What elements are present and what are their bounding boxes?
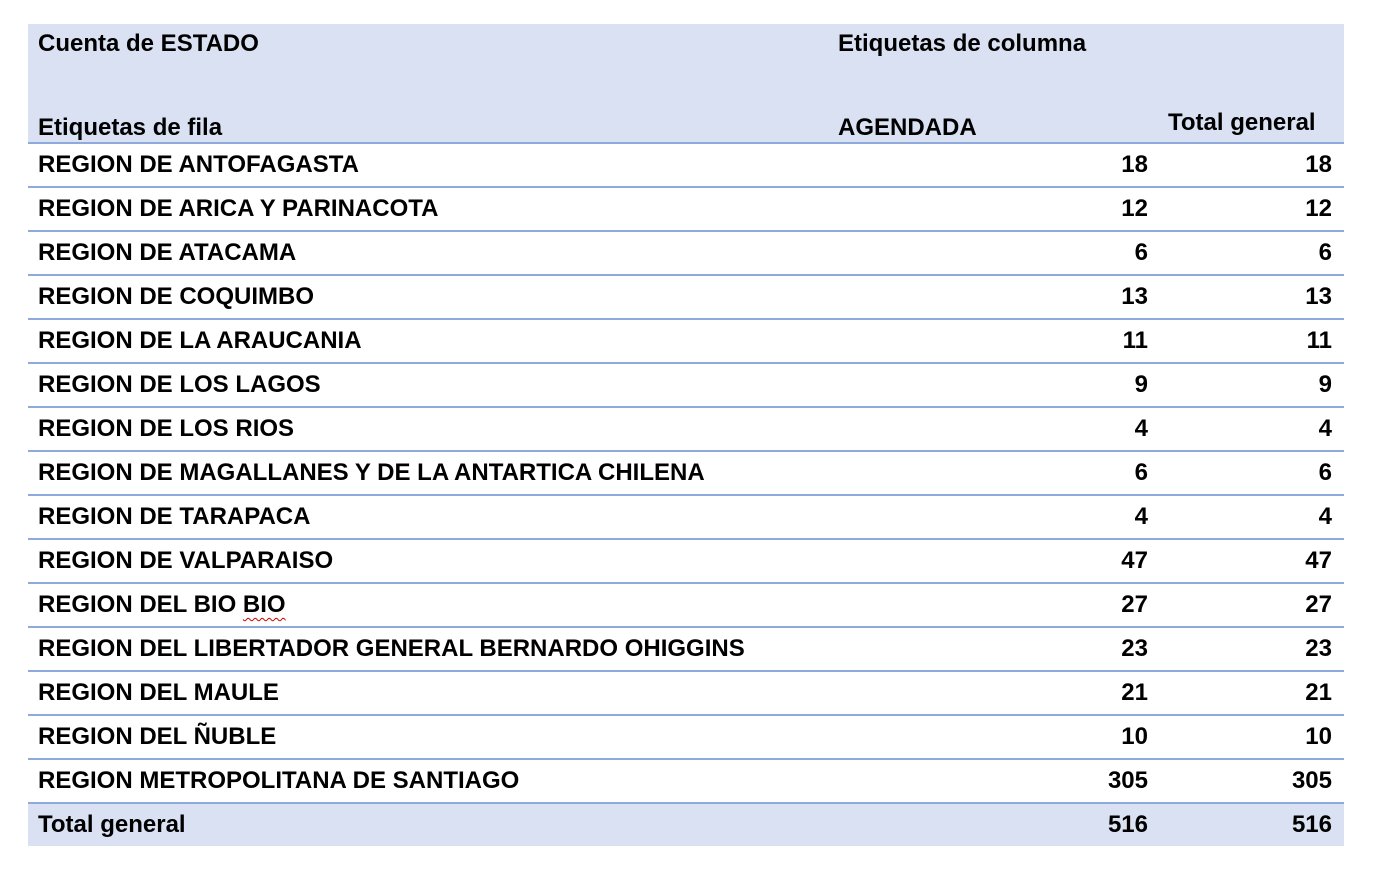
table-row bbox=[28, 627, 1344, 671]
row-label-cell[interactable] bbox=[28, 759, 828, 803]
column-labels-caption[interactable]: Etiquetas de columna bbox=[828, 24, 1344, 64]
row-label-cell[interactable] bbox=[28, 143, 828, 187]
row-label: REGION DE ATACAMA bbox=[38, 239, 297, 266]
spellcheck-flagged-word: BIO bbox=[242, 591, 286, 618]
row-label: REGION DEL ÑUBLE bbox=[38, 723, 277, 750]
agendada-cell[interactable]: 10 bbox=[828, 715, 1158, 759]
agendada-cell[interactable]: 12 bbox=[828, 187, 1158, 231]
agendada-cell[interactable]: 9 bbox=[828, 363, 1158, 407]
total-general-cell[interactable]: 4 bbox=[1158, 407, 1344, 451]
total-general-cell[interactable]: 4 bbox=[1158, 495, 1344, 539]
total-general-cell[interactable]: 18 bbox=[1158, 143, 1344, 187]
agendada-cell[interactable]: 305 bbox=[828, 759, 1158, 803]
row-label: REGION DEL LIBERTADOR GENERAL BERNARDO OHIGGINS bbox=[38, 635, 745, 662]
total-general-cell[interactable]: 23 bbox=[1158, 627, 1344, 671]
row-label: REGION DE COQUIMBO bbox=[38, 283, 315, 310]
table-row bbox=[28, 539, 1344, 583]
agendada-cell[interactable]: 11 bbox=[828, 319, 1158, 363]
row-label-cell[interactable] bbox=[28, 715, 828, 759]
column-header-agendada[interactable]: AGENDADA bbox=[828, 64, 1158, 143]
table-row bbox=[28, 187, 1344, 231]
table-row bbox=[28, 275, 1344, 319]
row-label-cell[interactable] bbox=[28, 539, 828, 583]
row-label: REGION DE TARAPACA bbox=[38, 503, 311, 530]
agendada-cell[interactable]: 6 bbox=[828, 451, 1158, 495]
table-row bbox=[28, 759, 1344, 803]
row-label: REGION DE ARICA Y PARINACOTA bbox=[38, 195, 439, 222]
table-row bbox=[28, 583, 1344, 627]
pivot-body bbox=[28, 143, 1344, 803]
agendada-cell[interactable]: 23 bbox=[828, 627, 1158, 671]
table-row bbox=[28, 231, 1344, 275]
agendada-cell[interactable]: 21 bbox=[828, 671, 1158, 715]
row-label-cell[interactable] bbox=[28, 583, 828, 627]
agendada-cell[interactable]: 4 bbox=[828, 495, 1158, 539]
total-general-cell[interactable]: 47 bbox=[1158, 539, 1344, 583]
agendada-cell[interactable]: 47 bbox=[828, 539, 1158, 583]
total-general-cell[interactable]: 13 bbox=[1158, 275, 1344, 319]
column-header-total-general[interactable]: Total general bbox=[1158, 64, 1344, 143]
table-row bbox=[28, 143, 1344, 187]
agendada-cell[interactable]: 13 bbox=[828, 275, 1158, 319]
total-general-cell[interactable]: 27 bbox=[1158, 583, 1344, 627]
total-general-cell[interactable]: 6 bbox=[1158, 231, 1344, 275]
row-label-cell[interactable] bbox=[28, 407, 828, 451]
agendada-cell[interactable]: 6 bbox=[828, 231, 1158, 275]
pivot-header-row-2 bbox=[28, 64, 1344, 143]
row-label-cell[interactable] bbox=[28, 275, 828, 319]
pivot-header-row-1 bbox=[28, 24, 1344, 64]
total-general-cell[interactable]: 11 bbox=[1158, 319, 1344, 363]
values-field-label[interactable]: Cuenta de ESTADO bbox=[28, 24, 828, 64]
pivot-table bbox=[28, 24, 1344, 846]
total-general-cell[interactable]: 9 bbox=[1158, 363, 1344, 407]
table-row bbox=[28, 671, 1344, 715]
row-labels-caption[interactable]: Etiquetas de fila bbox=[28, 64, 828, 143]
row-label-cell[interactable] bbox=[28, 627, 828, 671]
row-label-cell[interactable] bbox=[28, 363, 828, 407]
table-row bbox=[28, 451, 1344, 495]
grand-total-row bbox=[28, 803, 1344, 846]
table-row bbox=[28, 319, 1344, 363]
row-label-cell[interactable] bbox=[28, 451, 828, 495]
total-general-cell[interactable]: 12 bbox=[1158, 187, 1344, 231]
row-label: REGION DE VALPARAISO bbox=[38, 547, 334, 574]
row-label-cell[interactable] bbox=[28, 495, 828, 539]
agendada-cell[interactable]: 18 bbox=[828, 143, 1158, 187]
row-label: REGION DEL BIO bbox=[38, 591, 243, 618]
table-row bbox=[28, 715, 1344, 759]
row-label: REGION DE LA ARAUCANIA bbox=[38, 327, 362, 354]
row-label: REGION DE MAGALLANES Y DE LA ANTARTICA CHILENA bbox=[38, 459, 705, 486]
grand-total-total[interactable]: 516 bbox=[1158, 803, 1344, 846]
table-row bbox=[28, 363, 1344, 407]
total-general-cell[interactable]: 21 bbox=[1158, 671, 1344, 715]
total-general-cell[interactable]: 10 bbox=[1158, 715, 1344, 759]
row-label: REGION DE ANTOFAGASTA bbox=[38, 151, 359, 178]
grand-total-agendada[interactable]: 516 bbox=[828, 803, 1158, 846]
row-label-cell[interactable] bbox=[28, 319, 828, 363]
row-label-cell[interactable] bbox=[28, 231, 828, 275]
total-general-cell[interactable]: 305 bbox=[1158, 759, 1344, 803]
total-general-cell[interactable]: 6 bbox=[1158, 451, 1344, 495]
table-row bbox=[28, 407, 1344, 451]
agendada-cell[interactable]: 27 bbox=[828, 583, 1158, 627]
agendada-cell[interactable]: 4 bbox=[828, 407, 1158, 451]
row-label: REGION DEL MAULE bbox=[38, 679, 279, 706]
row-label: REGION DE LOS LAGOS bbox=[38, 371, 321, 398]
table-row bbox=[28, 495, 1344, 539]
row-label: REGION DE LOS RIOS bbox=[38, 415, 295, 442]
row-label-cell[interactable] bbox=[28, 671, 828, 715]
grand-total-label[interactable]: Total general bbox=[28, 803, 828, 846]
row-label: REGION METROPOLITANA DE SANTIAGO bbox=[38, 767, 520, 794]
row-label-cell[interactable] bbox=[28, 187, 828, 231]
